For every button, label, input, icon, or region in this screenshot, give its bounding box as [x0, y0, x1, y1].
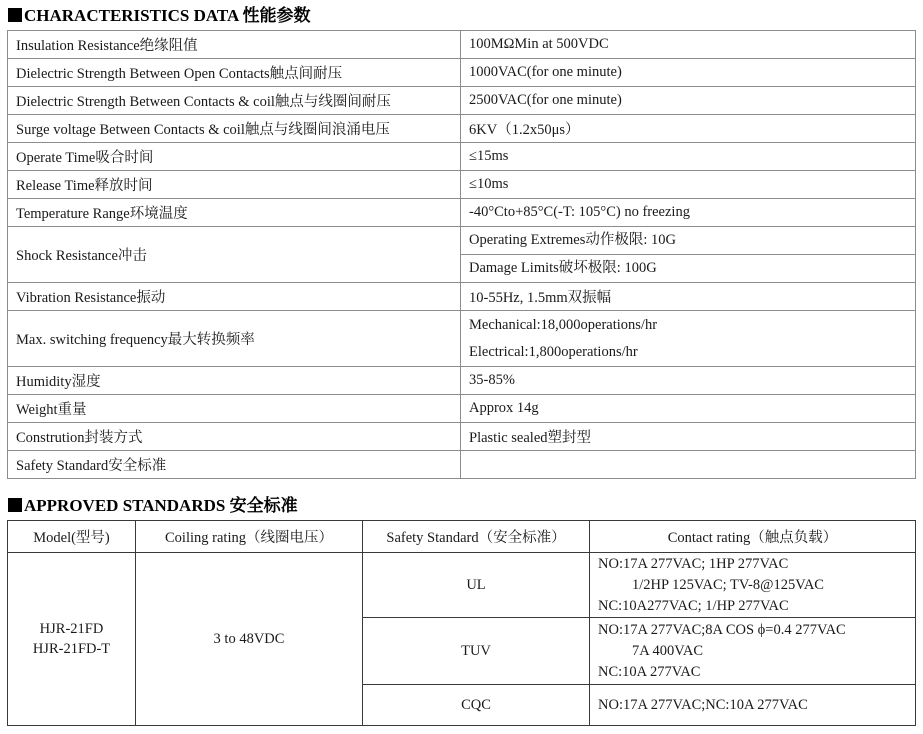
table-row [8, 171, 916, 199]
model-name: HJR-21FD-T [32, 641, 111, 657]
table-header-row [8, 521, 916, 553]
table-row [8, 367, 916, 395]
row-label: Operate Time吸合时间 [8, 143, 461, 171]
contact-line: NO:17A 277VAC; 1HP 277VAC [598, 555, 789, 572]
row-value-line: Electrical:1,800operations/hr [469, 343, 638, 360]
table-row [8, 143, 916, 171]
row-label: Weight重量 [8, 395, 461, 423]
row-value: Approx 14g [461, 395, 916, 423]
table-row [8, 423, 916, 451]
row-value: 10-55Hz, 1.5mm双振幅 [461, 283, 916, 311]
row-label: Release Time释放时间 [8, 171, 461, 199]
characteristics-title-en: CHARACTERISTICS DATA [24, 6, 239, 25]
table-row [8, 115, 916, 143]
row-label: Insulation Resistance绝缘阻值 [8, 31, 461, 59]
square-bullet-icon [8, 498, 22, 512]
row-label: Constrution封装方式 [8, 423, 461, 451]
row-label: Dielectric Strength Between Open Contacts触点间耐压 [8, 59, 461, 87]
standards-table [7, 520, 916, 726]
row-value-multi [461, 227, 916, 283]
row-value [461, 451, 916, 479]
row-value: 6KV（1.2x50μs） [461, 115, 916, 143]
contact-line: 7A 400VAC [632, 642, 704, 659]
contact-line: NO:17A 277VAC;NC:10A 277VAC [598, 696, 808, 713]
row-value: Plastic sealed塑封型 [461, 423, 916, 451]
table-row [8, 87, 916, 115]
header-safety-standard: Safety Standard（安全标准） [363, 521, 590, 553]
row-label: Dielectric Strength Between Contacts & coil触点与线圈间耐压 [8, 87, 461, 115]
standards-title-en: APPROVED STANDARDS [24, 496, 226, 515]
table-row [8, 395, 916, 423]
table-row [8, 31, 916, 59]
contact-line: NO:17A 277VAC;8A COS ϕ=0.4 277VAC [598, 621, 846, 638]
row-value: 1000VAC(for one minute) [461, 59, 916, 87]
table-row [8, 283, 916, 311]
contact-rating-ul [590, 553, 916, 618]
row-label: Surge voltage Between Contacts & coil触点与线圈间浪涌电压 [8, 115, 461, 143]
square-bullet-icon [8, 8, 22, 22]
contact-line: NC:10A 277VAC [598, 663, 701, 680]
table-row [8, 451, 916, 479]
model-cell [8, 553, 136, 726]
table-row [8, 311, 916, 367]
coil-rating-cell: 3 to 48VDC [136, 553, 363, 726]
row-value: ≤10ms [461, 171, 916, 199]
row-label: Shock Resistance冲击 [8, 227, 461, 283]
row-value-line: Damage Limits破坏极限: 100G [461, 254, 915, 282]
contact-line: 1/2HP 125VAC; TV-8@125VAC [632, 576, 824, 593]
standard-ul: UL [363, 553, 590, 618]
table-row [8, 199, 916, 227]
model-name: HJR-21FD [39, 621, 104, 637]
row-label: Humidity湿度 [8, 367, 461, 395]
table-row [8, 227, 916, 283]
row-value-line: Mechanical:18,000operations/hr [469, 316, 658, 333]
row-value-multi [461, 311, 916, 367]
contact-line: NC:10A277VAC; 1/HP 277VAC [598, 597, 789, 614]
row-value-line: Operating Extremes动作极限: 10G [469, 232, 676, 248]
row-value: 2500VAC(for one minute) [461, 87, 916, 115]
header-contact-rating: Contact rating（触点负载） [590, 521, 916, 553]
standard-cqc: CQC [363, 685, 590, 726]
row-label: Vibration Resistance振动 [8, 283, 461, 311]
row-value: 100MΩMin at 500VDC [461, 31, 916, 59]
standard-tuv: TUV [363, 618, 590, 685]
row-value: 35-85% [461, 367, 916, 395]
header-model: Model(型号) [8, 521, 136, 553]
standards-title-cn: 安全标准 [229, 496, 298, 515]
contact-rating-tuv [590, 618, 916, 685]
standards-title [8, 496, 298, 516]
characteristics-title [8, 6, 311, 26]
table-row [8, 553, 916, 618]
characteristics-table [7, 30, 916, 479]
table-row [8, 59, 916, 87]
row-value: ≤15ms [461, 143, 916, 171]
contact-rating-cqc [590, 685, 916, 726]
characteristics-title-cn: 性能参数 [242, 6, 311, 25]
row-value: -40°Cto+85°C(-T: 105°C) no freezing [461, 199, 916, 227]
row-label: Max. switching frequency最大转换频率 [8, 311, 461, 367]
header-coiling-rating: Coiling rating（线圈电压） [136, 521, 363, 553]
row-label: Temperature Range环境温度 [8, 199, 461, 227]
row-label: Safety Standard安全标准 [8, 451, 461, 479]
